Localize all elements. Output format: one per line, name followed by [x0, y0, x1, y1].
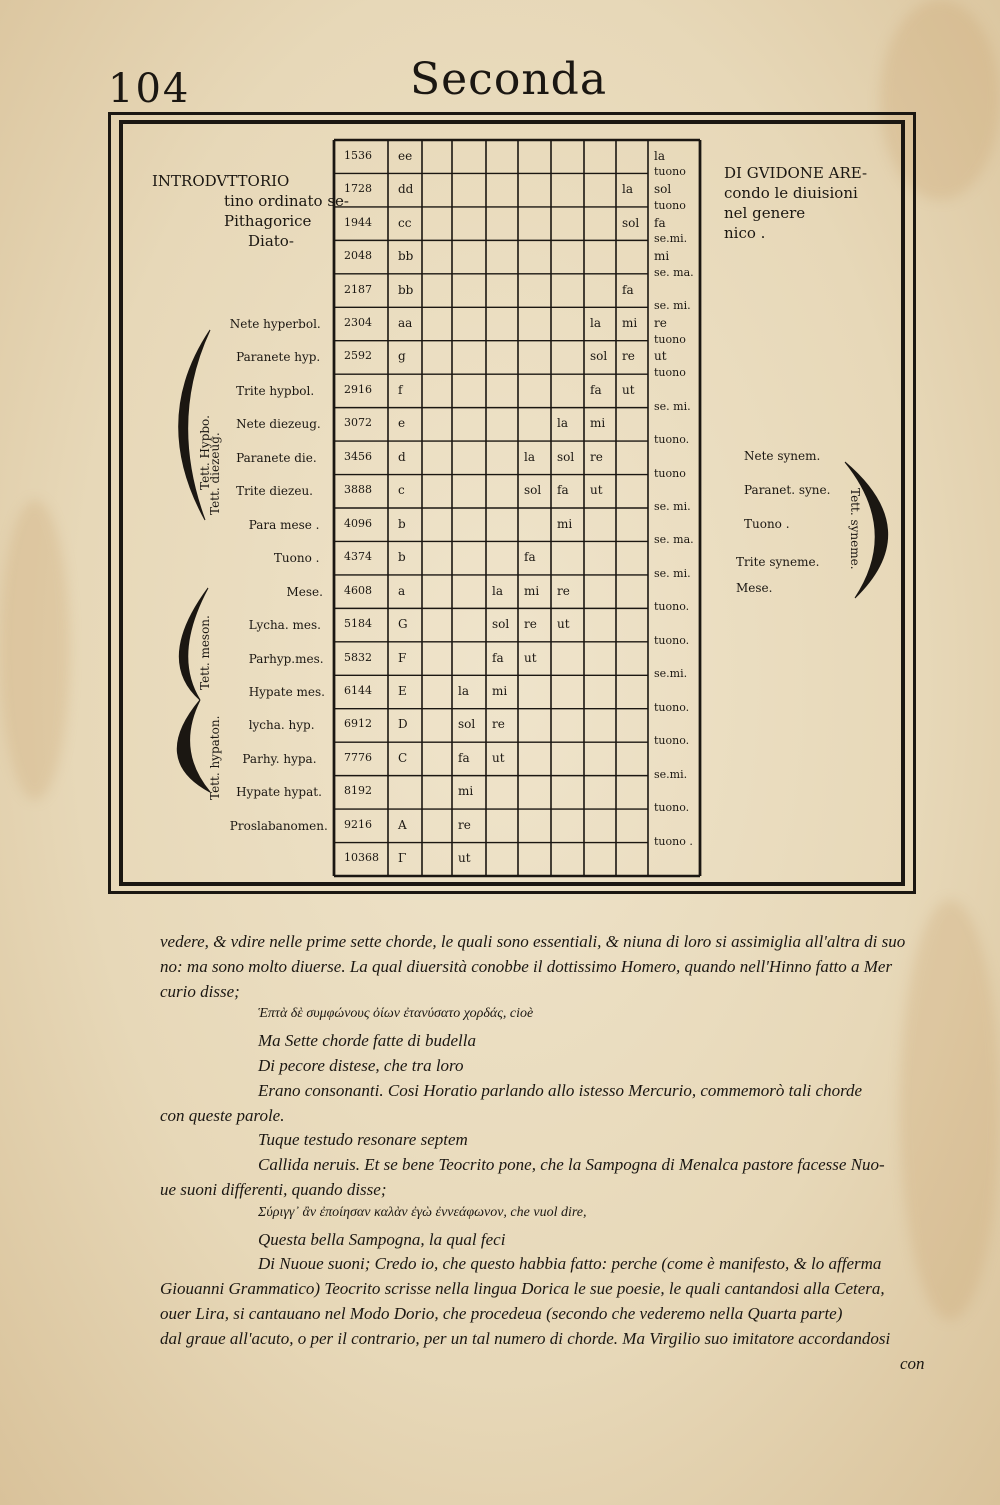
- solmization-syllable: sol: [622, 215, 640, 230]
- solmization-syllable: ut: [557, 617, 570, 632]
- frequency-number: 2304: [344, 316, 372, 329]
- interval-label: tuono: [654, 366, 686, 380]
- solmization-syllable: mi: [654, 249, 670, 264]
- string-name-label: Trite diezeu.: [236, 484, 313, 499]
- solmization-syllable: fa: [492, 650, 504, 665]
- solmization-syllable: la: [654, 148, 665, 163]
- body-text-line: Ἑπτὰ δὲ συμφώνους ὀίων ἐτανύσατο χορδάς, cioè: [258, 1006, 534, 1022]
- body-text-line: Σύριγγ᾽ ἂν ἐποίησαν καλὰν ἐγὼ ἐννεάφωνον, che vuol dire,: [258, 1204, 587, 1220]
- tetrachord-label: Tett. Hypbo.: [198, 415, 212, 490]
- solmization-syllable: la: [590, 316, 601, 330]
- solmization-syllable: ut: [524, 650, 537, 665]
- synemmenon-label: Mese.: [736, 581, 773, 595]
- solmization-syllable: ut: [654, 349, 667, 364]
- tetrachord-label: Tett. syneme.: [848, 488, 862, 570]
- interval-label: tuono.: [654, 700, 690, 714]
- interval-label: se.mi.: [654, 767, 688, 781]
- note-letter: c: [398, 483, 405, 498]
- frequency-number: 4096: [344, 516, 372, 530]
- note-letter: bb: [398, 282, 414, 297]
- solmization-syllable: fa: [458, 750, 470, 765]
- frequency-number: 1536: [344, 148, 372, 162]
- frequency-number: 1944: [344, 215, 372, 229]
- solmization-syllable: fa: [590, 382, 602, 397]
- string-name-label: Hypate hypat.: [236, 785, 322, 800]
- interval-label: se.mi.: [654, 232, 688, 246]
- synemmenon-label: Nete synem.: [744, 449, 821, 463]
- frequency-number: 3888: [344, 483, 372, 497]
- note-letter: A: [398, 817, 407, 832]
- string-name-label: Para mese .: [248, 517, 320, 532]
- solmization-syllable: re: [524, 617, 537, 632]
- body-text-line: Di pecore distese, che tra loro: [258, 1056, 464, 1075]
- string-name-label: Proslabanomen.: [229, 818, 328, 833]
- string-name-label: Trite hypbol.: [236, 383, 315, 398]
- solmization-syllable: sol: [458, 717, 476, 732]
- note-letter: aa: [398, 316, 413, 330]
- solmization-syllable: re: [458, 817, 471, 832]
- interval-label: tuono: [654, 466, 686, 480]
- solmization-syllable: re: [590, 449, 603, 464]
- solmization-syllable: sol: [654, 182, 672, 197]
- frequency-number: 4374: [344, 550, 372, 564]
- note-letter: a: [398, 583, 406, 598]
- table-title-right: DI GVIDONE ARE-: [724, 164, 868, 182]
- frequency-number: 6912: [344, 717, 372, 731]
- solmization-syllable: fa: [654, 215, 666, 230]
- table-title-left: INTRODVTTORIO: [152, 172, 290, 190]
- string-name-label: lycha. hyp.: [248, 718, 315, 733]
- interval-label: tuono.: [654, 433, 690, 447]
- string-name-label: Hypate mes.: [248, 685, 325, 699]
- note-letter: b: [398, 550, 406, 565]
- frequency-number: 8192: [344, 784, 372, 798]
- synemmenon-label: Paranet. syne.: [744, 483, 831, 497]
- interval-label: tuono.: [654, 600, 690, 614]
- solmization-syllable: ut: [622, 382, 635, 397]
- frequency-number: 9216: [344, 817, 372, 831]
- body-text-line: Questa bella Sampogna, la qual feci: [258, 1229, 506, 1249]
- interval-label: se. mi.: [654, 566, 691, 580]
- body-text-line: con queste parole.: [160, 1105, 285, 1125]
- solmization-syllable: la: [524, 449, 535, 464]
- table-title-left: Diato-: [248, 232, 294, 250]
- solmization-syllable: sol: [524, 483, 542, 498]
- synemmenon-label: Tuono .: [744, 517, 790, 531]
- table-title-left: tino ordinato se-: [224, 192, 349, 210]
- interval-label: tuono.: [654, 734, 690, 748]
- frequency-number: 3456: [344, 449, 372, 463]
- frequency-number: 2048: [344, 249, 372, 263]
- solmization-syllable: re: [622, 349, 635, 364]
- solmization-syllable: re: [557, 583, 570, 598]
- solmization-syllable: mi: [458, 784, 474, 799]
- frequency-number: 6144: [344, 684, 372, 697]
- note-letter: f: [398, 382, 403, 397]
- note-letter: g: [398, 349, 406, 364]
- interval-label: tuono: [654, 198, 686, 212]
- page-number: 104: [108, 66, 191, 112]
- body-text-line: vedere, & vdire nelle prime sette chorde, le quali sono essentiali, & niuna di loro si assimiglia all'altra di suo: [160, 932, 906, 951]
- tetrachord-brace: [177, 700, 210, 792]
- string-name-label: Paranete hyp.: [236, 350, 321, 365]
- solmization-syllable: re: [492, 717, 505, 732]
- note-letter: Γ: [398, 851, 407, 866]
- note-letter: e: [398, 416, 406, 431]
- running-head: Seconda: [410, 54, 608, 105]
- synemmenon-label: Trite syneme.: [736, 555, 820, 569]
- solmization-syllable: fa: [557, 483, 569, 498]
- solmization-syllable: sol: [590, 349, 608, 364]
- note-letter: C: [398, 750, 408, 765]
- frequency-number: 2592: [344, 349, 372, 363]
- solmization-syllable: la: [622, 182, 633, 197]
- frequency-number: 4608: [344, 583, 372, 597]
- interval-label: tuono .: [654, 834, 693, 848]
- note-letter: ee: [398, 148, 413, 163]
- interval-label: tuono.: [654, 633, 690, 647]
- tetrachord-label: Tett. meson.: [198, 615, 212, 690]
- string-name-label: Nete diezeug.: [236, 417, 321, 432]
- string-name-label: Nete hyperbol.: [229, 317, 321, 331]
- frequency-number: 7776: [344, 750, 372, 764]
- tetrachord-label: Tett. hypaton.: [208, 715, 222, 800]
- solmization-syllable: ut: [458, 851, 471, 866]
- body-text-line: Ma Sette chorde fatte di budella: [258, 1031, 476, 1051]
- interval-label: se. mi.: [654, 399, 691, 413]
- solmization-syllable: mi: [557, 516, 573, 531]
- solmization-syllable: sol: [492, 617, 510, 632]
- note-letter: E: [398, 684, 407, 698]
- frequency-number: 3072: [344, 416, 372, 430]
- tetrachord-label: Tett. diezeug.: [208, 432, 222, 515]
- string-name-label: Paranete die.: [236, 450, 317, 465]
- solmization-syllable: ut: [492, 750, 505, 765]
- solmization-syllable: mi: [524, 583, 540, 598]
- string-name-label: Mese.: [286, 584, 323, 599]
- frequency-number: 2916: [344, 382, 372, 396]
- note-letter: b: [398, 516, 406, 531]
- solmization-syllable: re: [654, 316, 667, 330]
- body-text-line: Giouanni Grammatico) Teocrito scrisse nella lingua Dorica le sue poesie, le quali cantandosi alla Cetera,: [160, 1279, 885, 1299]
- table-title-right: nico .: [724, 224, 766, 242]
- note-letter: bb: [398, 249, 414, 264]
- string-name-label: Parhyp.mes.: [248, 651, 324, 666]
- table-title-left: Pithagorice: [224, 212, 312, 230]
- interval-label: tuono: [654, 165, 686, 179]
- frequency-number: 10368: [344, 851, 379, 865]
- body-text-line: Callida neruis. Et se bene Teocrito pone, che la Sampogna di Menalca pastore facesse Nuo-: [258, 1155, 885, 1175]
- solmization-syllable: fa: [622, 282, 634, 297]
- interval-label: tuono: [654, 332, 686, 346]
- frequency-number: 5832: [344, 650, 372, 664]
- interval-label: tuono.: [654, 801, 690, 815]
- note-letter: dd: [398, 182, 414, 197]
- interval-label: se.mi.: [654, 667, 688, 681]
- table-title-right: condo le diuisioni: [724, 184, 858, 202]
- solmization-syllable: mi: [622, 316, 638, 330]
- string-name-label: Parhy. hypa.: [242, 751, 317, 766]
- interval-label: se. ma.: [654, 533, 694, 547]
- body-text-line: no: ma sono molto diuerse. La qual diuersità conobbe il dottissimo Homero, quando nell'Hinno fatto a Mer: [160, 956, 893, 976]
- note-letter: d: [398, 449, 406, 464]
- note-letter: F: [398, 650, 407, 665]
- solmization-syllable: mi: [590, 416, 606, 431]
- body-text-line: Di Nuoue suoni; Credo io, che questo habbia fatto: perche (come è manifesto, & lo afferma: [258, 1254, 882, 1274]
- body-text-line: dal graue all'acuto, o per il contrario, per un tal numero di chorde. Ma Virgilio suo imitatore accordandosi: [160, 1328, 891, 1348]
- solmization-syllable: mi: [492, 684, 508, 698]
- note-letter: D: [398, 717, 408, 732]
- solmization-syllable: la: [458, 684, 469, 698]
- interval-label: se. ma.: [654, 265, 694, 279]
- solmization-syllable: ut: [590, 483, 603, 498]
- string-name-label: Tuono .: [273, 551, 320, 566]
- interval-label: se. mi.: [654, 500, 691, 513]
- interval-label: se. mi.: [654, 299, 691, 313]
- solmization-syllable: la: [557, 416, 568, 431]
- note-letter: G: [398, 617, 408, 632]
- body-text-line: Tuque testudo resonare septem: [258, 1130, 468, 1150]
- frequency-number: 1728: [344, 182, 372, 196]
- table-title-right: nel genere: [724, 204, 806, 222]
- body-text-line: con: [900, 1353, 925, 1373]
- solmization-syllable: la: [492, 583, 503, 598]
- body-text-line: curio disse;: [160, 981, 240, 1001]
- solmization-syllable: sol: [557, 449, 575, 464]
- body-text-line: Erano consonanti. Cosi Horatio parlando allo istesso Mercurio, commemorò tali chorde: [258, 1080, 863, 1100]
- note-letter: cc: [398, 215, 412, 230]
- body-text-line: ouer Lira, si cantauano nel Modo Dorio, che procedeua (secondo che vederemo nella Quarta parte): [160, 1304, 843, 1323]
- body-text-line: ue suoni differenti, quando disse;: [160, 1180, 387, 1199]
- string-name-label: Lycha. mes.: [248, 618, 321, 633]
- frequency-number: 5184: [344, 617, 372, 631]
- solmization-syllable: fa: [524, 550, 536, 565]
- frequency-number: 2187: [344, 282, 372, 296]
